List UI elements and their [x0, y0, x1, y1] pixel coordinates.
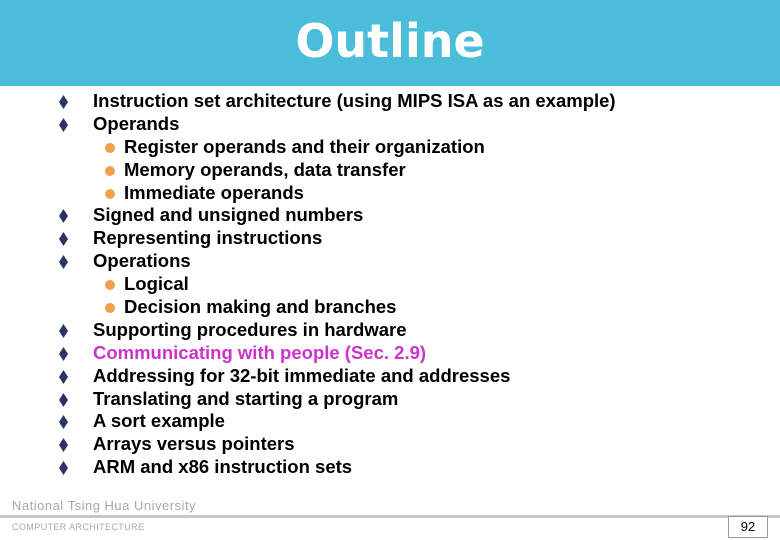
- list-item-text: Signed and unsigned numbers: [93, 204, 364, 226]
- slide-title: Outline: [295, 14, 485, 68]
- dot-bullet-icon: [105, 143, 115, 153]
- diamond-bullet-icon: [59, 250, 69, 273]
- university-name: National Tsing Hua University: [12, 498, 197, 513]
- list-item: [0, 365, 780, 388]
- list-item-text: Operands: [93, 112, 180, 134]
- dot-bullet-icon: [105, 166, 115, 176]
- list-item: [0, 250, 780, 273]
- list-item-text: Representing instructions: [93, 227, 323, 249]
- sub-list-item: [0, 296, 780, 319]
- list-item: [0, 319, 780, 342]
- list-item-text: Communicating with people (Sec. 2.9): [93, 341, 427, 363]
- list-item-text: Immediate operands: [124, 181, 304, 203]
- list-item-text: Operations: [93, 250, 191, 272]
- diamond-bullet-icon: [59, 388, 69, 411]
- page-number: 92: [728, 516, 768, 538]
- list-item-text: A sort example: [93, 410, 225, 432]
- outline-list: [0, 90, 780, 479]
- department-name: COMPUTER ARCHITECTURE: [12, 522, 145, 532]
- sub-list-item: [0, 136, 780, 159]
- list-item-text: Supporting procedures in hardware: [93, 318, 407, 340]
- diamond-bullet-icon: [59, 319, 69, 342]
- diamond-bullet-icon: [59, 90, 69, 113]
- list-item: [0, 410, 780, 433]
- sub-list-item: [0, 159, 780, 182]
- list-item-text: Instruction set architecture (using MIPS ISA as an example): [93, 90, 616, 111]
- list-item-text: Decision making and branches: [124, 296, 397, 318]
- list-item-text: Translating and starting a program: [93, 387, 399, 409]
- footer-divider: [0, 515, 780, 518]
- list-item: [0, 227, 780, 250]
- dot-bullet-icon: [105, 303, 115, 313]
- list-item: [0, 204, 780, 227]
- list-item: [0, 388, 780, 411]
- diamond-bullet-icon: [59, 433, 69, 456]
- list-item: [0, 90, 780, 113]
- list-item: [0, 433, 780, 456]
- diamond-bullet-icon: [59, 342, 69, 365]
- diamond-bullet-icon: [59, 410, 69, 433]
- dot-bullet-icon: [105, 189, 115, 199]
- list-item-text: Memory operands, data transfer: [124, 158, 406, 180]
- list-item-text: ARM and x86 instruction sets: [93, 456, 353, 478]
- diamond-bullet-icon: [59, 113, 69, 136]
- sub-list-item: [0, 182, 780, 205]
- diamond-bullet-icon: [59, 365, 69, 388]
- list-item-text: Addressing for 32-bit immediate and addresses: [93, 364, 511, 386]
- dot-bullet-icon: [105, 280, 115, 290]
- list-item-text: Logical: [124, 273, 189, 295]
- diamond-bullet-icon: [59, 456, 69, 479]
- list-item: [0, 342, 780, 365]
- list-item: [0, 456, 780, 479]
- list-item: [0, 113, 780, 136]
- diamond-bullet-icon: [59, 204, 69, 227]
- list-item-text: Arrays versus pointers: [93, 433, 295, 455]
- title-bar: [0, 0, 780, 86]
- list-item-text: Register operands and their organization: [124, 135, 485, 157]
- sub-list-item: [0, 273, 780, 296]
- diamond-bullet-icon: [59, 227, 69, 250]
